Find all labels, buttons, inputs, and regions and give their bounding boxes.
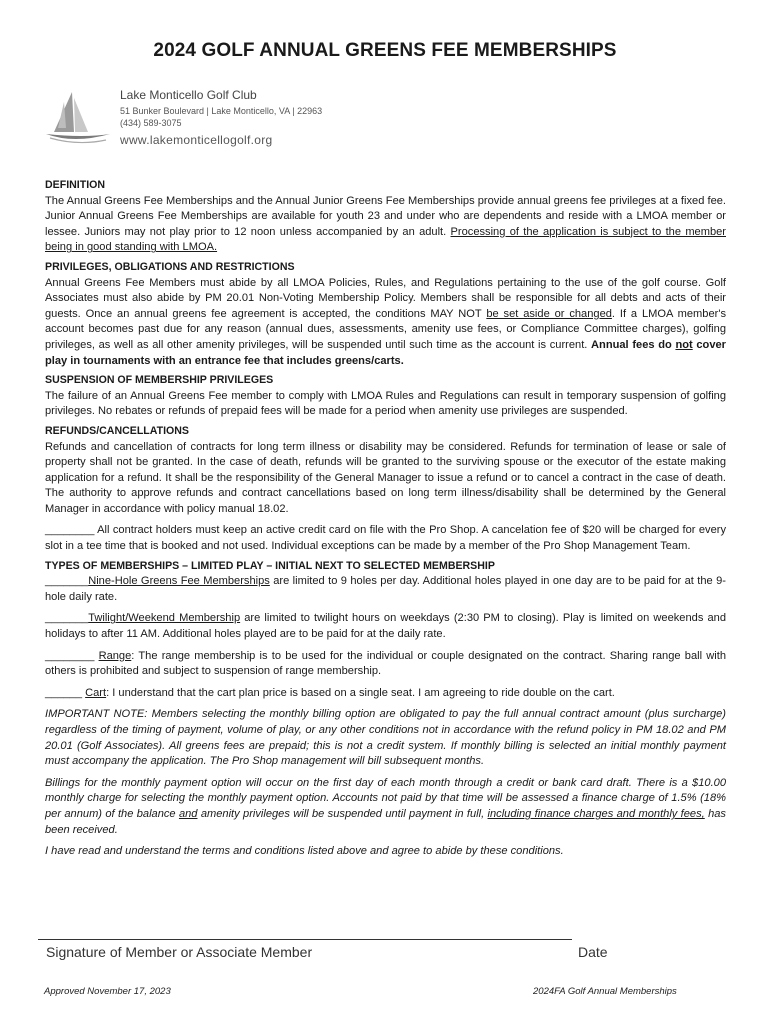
nine-hole-option: _______Nine-Hole Greens Fee Memberships are limited to 9 holes per day. Additional holes played in one day are to be paid for at the 9-hole daily rate.	[45, 575, 726, 603]
signature-label: Signature of Member or Associate Member	[46, 944, 313, 960]
refunds-text: Refunds and cancellation of contracts for long term illness or disability may be considered. Refunds for termination of lease or sale of property shall not be granted. In the case of death, refunds will be granted to the surviving spouse or the executor of the estate making application for a refund. It shall be the responsibility of the General Manager to issue a refund or to cancel a contract in the case of death. The authority to approve refunds and contract cancellations based on long term illness/disability shall be determined by the General Manager in accordance with policy manual 18.02.	[45, 440, 726, 515]
signature-line[interactable]	[38, 939, 572, 940]
credit-card-initial-blank[interactable]: ________	[45, 524, 95, 537]
suspension-text: The failure of an Annual Greens Fee member to comply with LMOA Rules and Regulations can result in temporary suspension of golfing privileges. No rebates or refunds of prepaid fees will be made for a period when amenity use privileges are suspended.	[45, 389, 726, 418]
definition-text: The Annual Greens Fee Memberships and the Annual Junior Greens Fee Memberships provide annual greens fee privileges at a fixed fee. Junior Annual Greens Fee Memberships are available for youth 23 and under who are dependents and reside with a LMOA member or lessee. Juniors may not play prior to 12 noon unless accompanied by an adult. Processing of the application is subject to the member being in good standing with LMOA.	[45, 194, 726, 254]
important-note: IMPORTANT NOTE: Members selecting the monthly billing option are obligated to pay the full annual contract amount (plus surcharge) regardless of the timing of payment, volume of play, or any other conditions not in accordance with the refund policy in PM 18.02 and PM 20.01 (Golf Associates). All greens fees are prepaid; this is not a credit system. If monthly billing is selected an initial monthly payment must accompany the application. The Pro Shop management will bill subsequent months.	[45, 708, 726, 768]
range-option: ________ Range: The range membership is to be used for the individual or couple designated on the contract. Sharing range ball with others is prohibited and subject to suspension of range membership.	[45, 649, 726, 678]
privileges-heading: PRIVILEGES, OBLIGATIONS AND RESTRICTIONS	[45, 260, 295, 273]
billings-text: Billings for the monthly payment option will occur on the first day of each month through a credit or bank card draft. There is a $10.00 monthly charge for selecting the monthly payment option. Accounts not paid by that time will be assessed a finance charge of 1.5% (18% per annum) of the balance and amenity privileges will be suspended until payment in full, including finance charges and monthly fees, has been received.	[45, 776, 726, 836]
page-title: 2024 GOLF ANNUAL GREENS FEE MEMBERSHIPS	[153, 40, 617, 61]
agreement-statement: I have read and understand the terms and conditions listed above and agree to abide by these conditions.	[45, 845, 564, 858]
twilight-initial-blank[interactable]: _______	[45, 612, 89, 625]
club-name: Lake Monticello Golf Club	[120, 88, 257, 102]
definition-heading: DEFINITION	[45, 179, 106, 191]
cart-option: ______ Cart: I understand that the cart plan price is based on a single seat. I am agreeing to ride double on the cart.	[45, 686, 615, 699]
twilight-option: _______Twilight/Weekend Membership are limited to twilight hours on weekdays (2:30 PM to closing). Play is limited on weekends and holidays to after 11 AM. Additional holes played are to be paid for at the daily rate.	[45, 612, 727, 641]
types-heading: TYPES OF MEMBERSHIPS – LIMITED PLAY – INITIAL NEXT TO SELECTED MEMBERSHIP	[45, 559, 495, 572]
date-label: Date	[578, 944, 608, 960]
sailboat-logo-icon	[44, 88, 116, 146]
terms-content	[45, 174, 726, 860]
footer-approved-date: Approved November 17, 2023	[44, 986, 171, 997]
club-website-link[interactable]: www.lakemonticellogolf.org	[120, 133, 273, 147]
refunds-heading: REFUNDS/CANCELLATIONS	[45, 424, 189, 437]
credit-card-clause: ________ All contract holders must keep an active credit card on file with the Pro Shop. A cancelation fee of $20 will be charged for every slot in a tee time that is booked and not used. Individual exceptions can be made by a member of the Pro Shop Management Team.	[45, 524, 726, 553]
club-address: 51 Bunker Boulevard | Lake Monticello, VA | 22963	[120, 106, 323, 116]
club-info	[120, 88, 322, 147]
footer-document-name: 2024FA Golf Annual Memberships	[533, 986, 677, 997]
club-phone: (434) 589-3075	[120, 118, 182, 128]
nine-hole-initial-blank[interactable]: _______	[45, 575, 89, 588]
range-initial-blank[interactable]: ________	[45, 649, 95, 662]
privileges-text: Annual Greens Fee Members must abide by all LMOA Policies, Rules, and Regulations pertaining to the use of the golf course. Golf Associates must also abide by PM 20.01 Non-Voting Membership Policy. Members shall be responsible for all debts and acts of their guests. Once an annual greens fee agreement is accepted, the conditions MAY NOT be set aside or changed. If a LMOA member's account becomes past due for any reason (annual dues, assessments, amenity use fees, or Compliance Committee charges), golfing privileges, as well as all other amenity privileges, will be suspended until such time as the account is current. Annual fees do not cover play in tournaments with an entrance fee that includes greens/carts.	[45, 276, 726, 367]
suspension-heading: SUSPENSION OF MEMBERSHIP PRIVILEGES	[45, 374, 274, 387]
cart-initial-blank[interactable]: ______	[45, 686, 83, 699]
